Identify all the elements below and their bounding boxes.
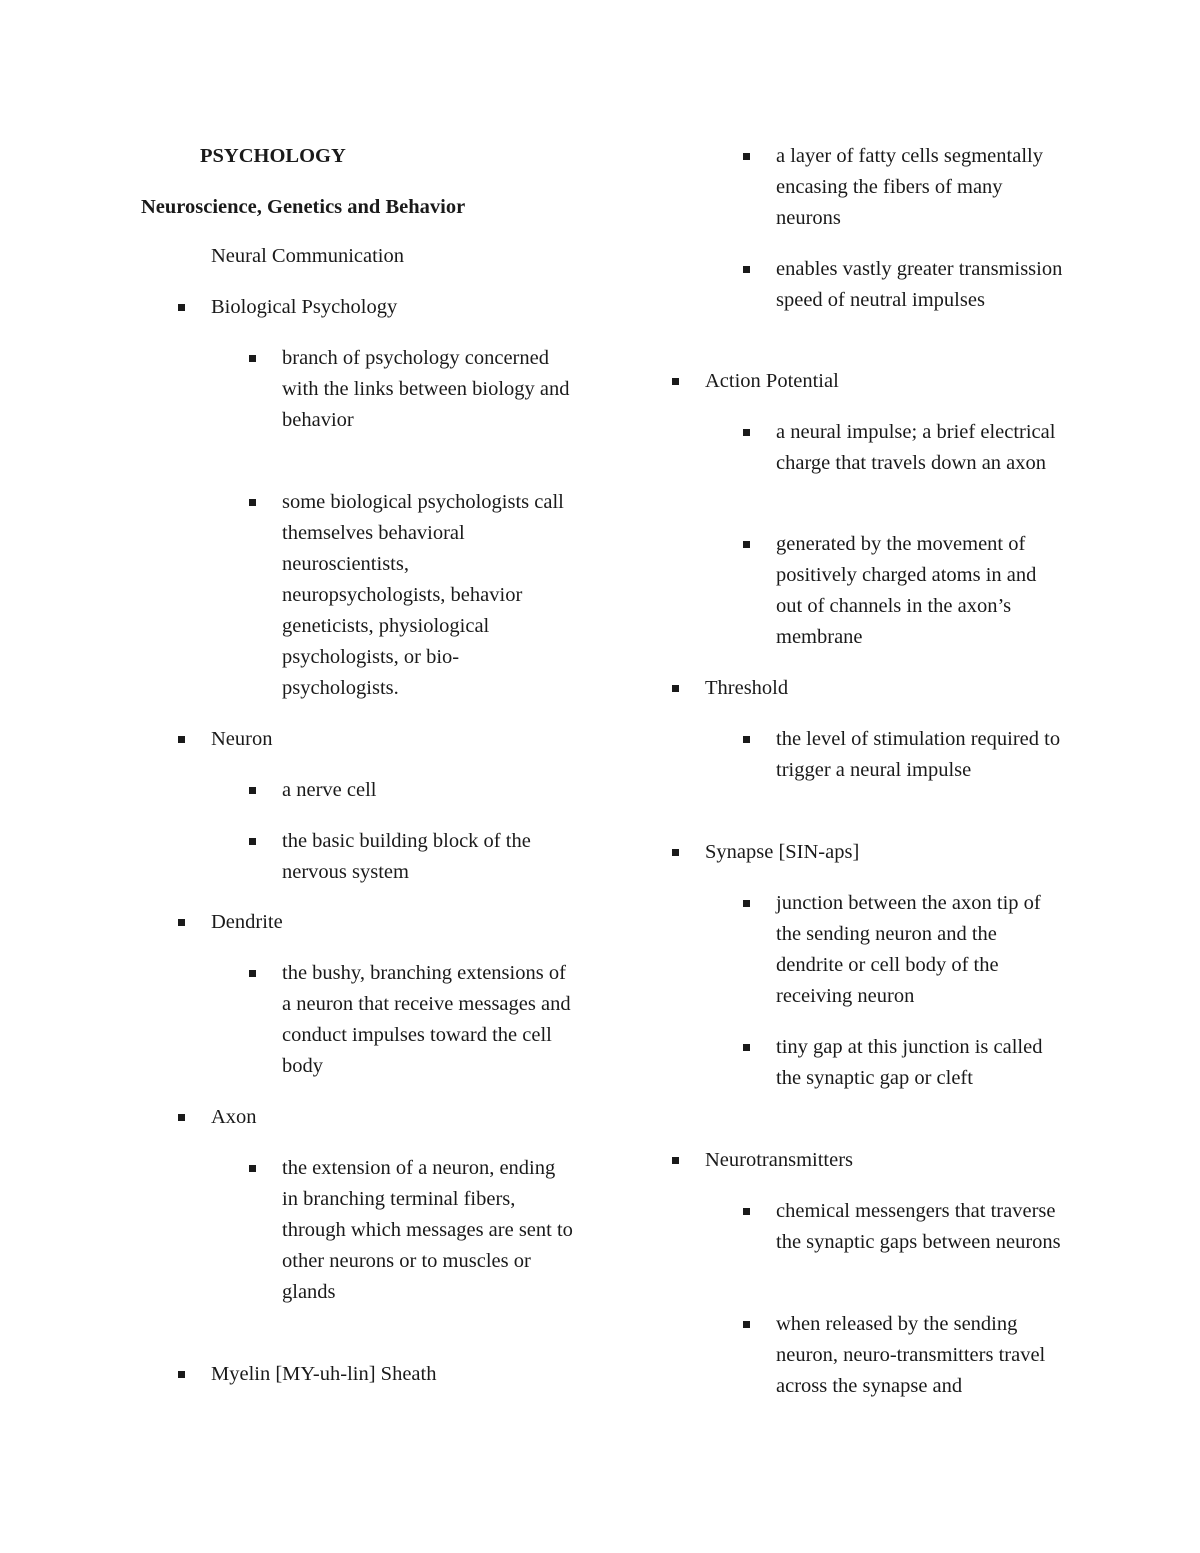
list-item bbox=[743, 1032, 1066, 1094]
definition-text: tiny gap at this junction is called the synaptic gap or cleft bbox=[776, 1036, 1043, 1089]
term-label: Dendrite bbox=[211, 911, 283, 933]
list-item bbox=[743, 724, 1066, 786]
term-label: Axon bbox=[211, 1106, 257, 1128]
definition-text: a nerve cell bbox=[282, 779, 377, 801]
square-bullet-icon bbox=[743, 888, 753, 919]
square-bullet-icon bbox=[672, 837, 682, 868]
square-bullet-icon bbox=[743, 1196, 753, 1227]
definition-text: the extension of a neuron, ending in branching terminal fibers, through which messages are sent to other neurons or to muscles or glands bbox=[282, 1157, 573, 1303]
list-item bbox=[743, 888, 1066, 1012]
term-label: Neurotransmitters bbox=[705, 1149, 854, 1171]
definition-text: junction between the axon tip of the sending neuron and the dendrite or cell body of the receiving neuron bbox=[776, 892, 1041, 1007]
list-item bbox=[743, 141, 1066, 234]
definition-text: enables vastly greater transmission speed of neutral impulses bbox=[776, 258, 1063, 311]
definition-text: branch of psychology concerned with the links between biology and behavior bbox=[282, 347, 570, 431]
definition-text: a layer of fatty cells segmentally encasing the fibers of many neurons bbox=[776, 145, 1043, 229]
document-subtitle: Neuroscience, Genetics and Behavior bbox=[141, 196, 466, 218]
term-label: Myelin [MY-uh-lin] Sheath bbox=[211, 1363, 437, 1385]
square-bullet-icon bbox=[743, 1032, 753, 1063]
definition-text: chemical messengers that traverse the synaptic gaps between neurons bbox=[776, 1200, 1061, 1253]
square-bullet-icon bbox=[672, 366, 682, 397]
definition-text: the level of stimulation required to trigger a neural impulse bbox=[776, 728, 1061, 781]
definition-text: a neural impulse; a brief electrical charge that travels down an axon bbox=[776, 421, 1056, 474]
list-item bbox=[743, 254, 1066, 316]
square-bullet-icon bbox=[743, 417, 753, 448]
square-bullet-icon bbox=[743, 529, 753, 560]
square-bullet-icon bbox=[743, 724, 753, 755]
definition-text: some biological psychologists call themselves behavioral neuroscientists, neuropsychologists, behavior geneticists, physiological psychologists, or bio-psychologists. bbox=[282, 491, 564, 699]
term-label: Synapse [SIN-aps] bbox=[705, 841, 860, 863]
square-bullet-icon bbox=[743, 1309, 753, 1340]
definition-text: when released by the sending neuron, neuro-transmitters travel across the synapse and bbox=[776, 1313, 1046, 1397]
term-label: Biological Psychology bbox=[211, 296, 398, 318]
term-label: Threshold bbox=[705, 677, 789, 699]
definition-text: the bushy, branching extensions of a neuron that receive messages and conduct impulses toward the cell body bbox=[282, 962, 571, 1077]
list-item bbox=[743, 1196, 1066, 1258]
square-bullet-icon bbox=[672, 1145, 682, 1176]
square-bullet-icon bbox=[743, 254, 753, 285]
list-item-action-potential bbox=[672, 366, 1045, 397]
list-item bbox=[743, 1309, 1066, 1402]
document-title: PSYCHOLOGY bbox=[200, 145, 346, 167]
square-bullet-icon bbox=[672, 673, 682, 704]
list-item-neurotransmitters bbox=[672, 1145, 1045, 1176]
definition-text: generated by the movement of positively charged atoms in and out of channels in the axon’s membrane bbox=[776, 533, 1037, 648]
definition-text: the basic building block of the nervous system bbox=[282, 830, 531, 883]
term-label: Action Potential bbox=[705, 370, 839, 392]
section-heading: Neural Communication bbox=[211, 245, 404, 267]
list-item bbox=[743, 417, 1066, 479]
list-item-threshold bbox=[672, 673, 1045, 704]
square-bullet-icon bbox=[743, 141, 753, 172]
list-item-synapse bbox=[672, 837, 1045, 868]
list-item bbox=[743, 529, 1066, 653]
term-label: Neuron bbox=[211, 728, 273, 750]
